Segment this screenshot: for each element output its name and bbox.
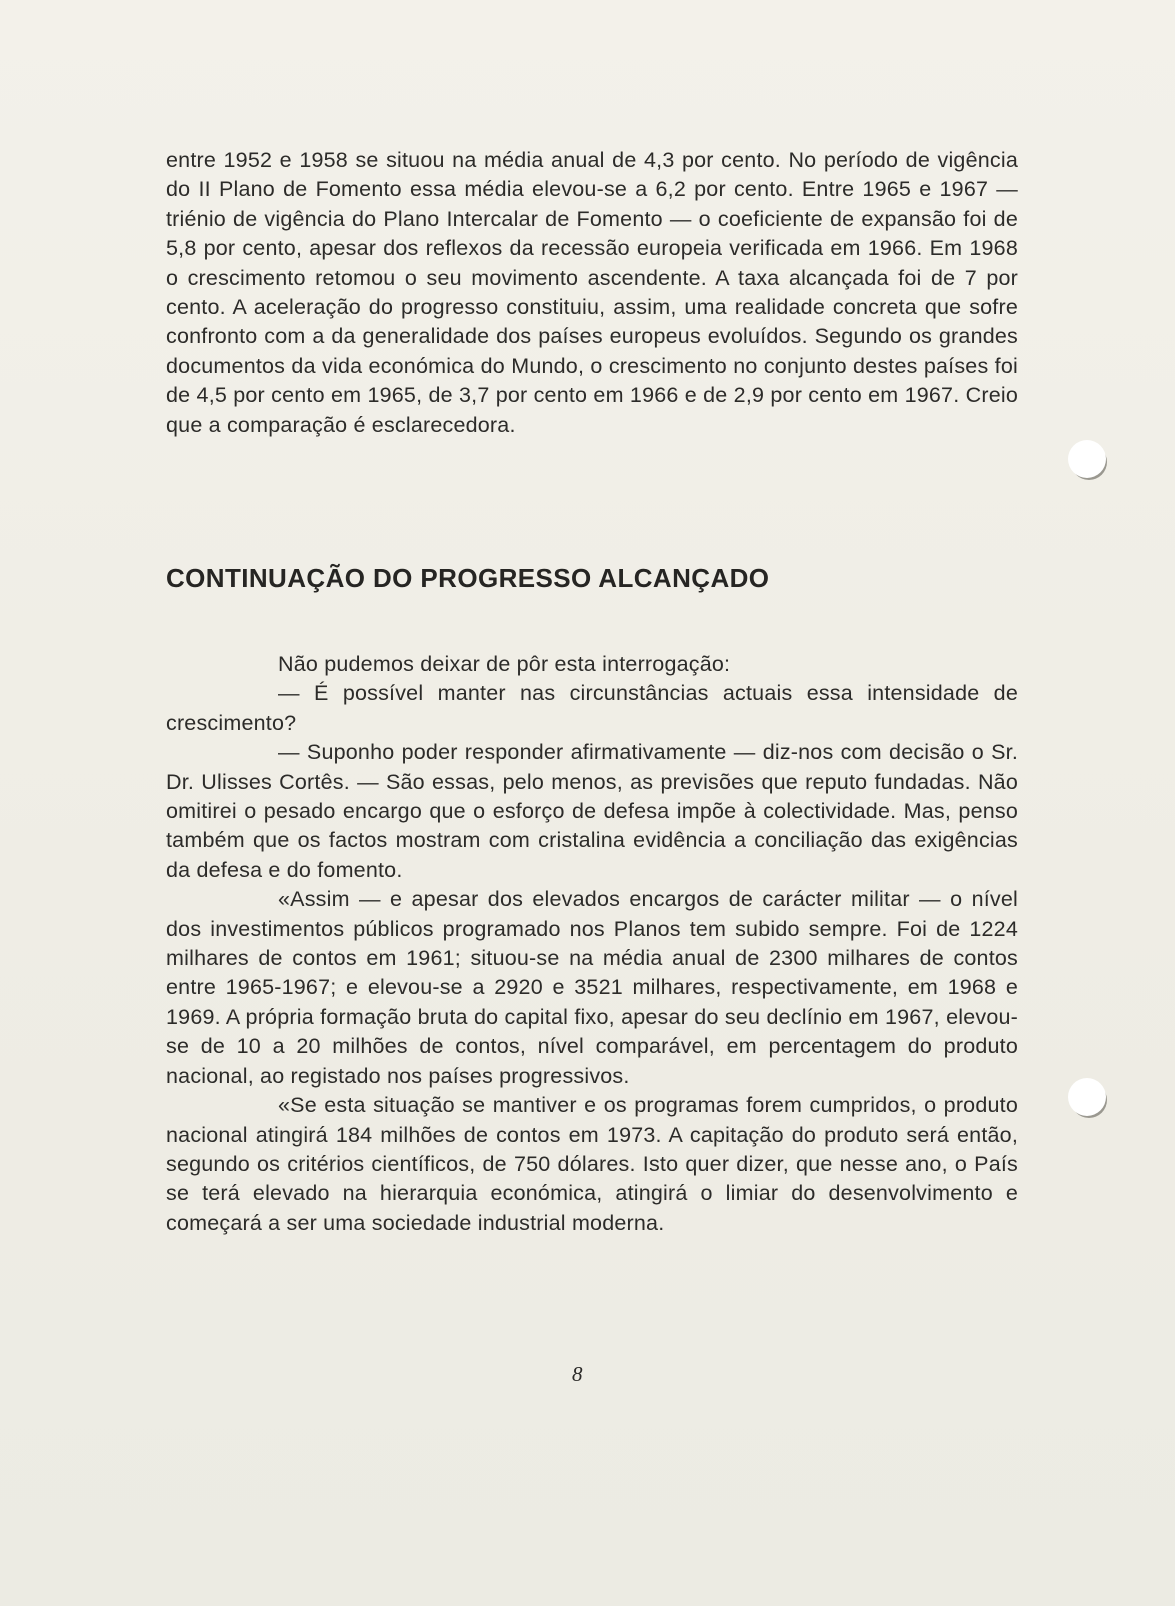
paragraph: entre 1952 e 1958 se situou na média anual de 4,3 por cento. No período de vigência do II Plano de Fomento essa média elevou-se a 6,2 por cento. Entre 1965 e 1967 — triénio de vigência do Plano Intercalar de Fomento — o coeficiente de expansão foi de 5,8 por cento, apesar dos reflexos da recessão europeia verificada em 1966. Em 1968 o crescimento retomou o seu movimento ascendente. A taxa alcançada foi de 7 por cento. A aceleração do progresso constituiu, assim, uma realidade concreta que sofre confronto com a da generalidade dos países europeus evoluídos. Segundo os grandes documentos da vida económica do Mundo, o crescimento no conjunto destes países foi de 4,5 por cento em 1965, de 3,7 por cento em 1966 e de 2,9 por cento em 1967. Creio que a comparação é esclarecedora. (166, 148, 1018, 437)
punch-hole (1068, 440, 1106, 478)
paragraph: — Suponho poder responder afirmativamente — diz-nos com decisão o Sr. Dr. Ulisses Cortês. — São essas, pelo menos, as previsões que reputo fundadas. Não omitirei o pesado encargo que o esforço de defesa impõe à colectividade. Mas, penso também que os factos mostram com cristalina evidência a conciliação das exigências da defesa e do fomento. (166, 740, 1018, 882)
punch-hole (1068, 1078, 1106, 1116)
paragraph: «Assim — e apesar dos elevados encargos de carácter militar — o nível dos investimentos públicos programado nos Planos tem subido sempre. Foi de 1224 milhares de contos em 1961; situou-se na média anual de 2300 milhares de contos entre 1965-1967; e elevou-se a 2920 e 3521 milhares, respectivamente, em 1968 e 1969. A própria formação bruta do capital fixo, apesar do seu declínio em 1967, elevou-se de 10 a 20 milhões de contos, nível comparável, em percentagem do produto nacional, ao registado nos países progressivos. (166, 887, 1018, 1088)
paragraph: Não pudemos deixar de pôr esta interrogação: (278, 652, 731, 676)
paragraph: «Se esta situação se mantiver e os programas forem cumpridos, o produto nacional atingirá 184 milhões de contos em 1973. A capitação do produto será então, segundo os critérios científicos, de 750 dólares. Isto quer dizer, que nesse ano, o País se terá elevado na hierarquia económica, atingirá o limiar do desenvolvimento e começará a ser uma sociedade industrial moderna. (166, 1093, 1018, 1235)
paragraph: — É possível manter nas circunstâncias actuais essa intensidade de crescimento? (166, 681, 1018, 735)
section-heading: CONTINUAÇÃO DO PROGRESSO ALCANÇADO (166, 563, 770, 593)
page-number: 8 (572, 1362, 583, 1386)
body-text-top (166, 146, 1018, 440)
body-text-main (166, 650, 1018, 1238)
